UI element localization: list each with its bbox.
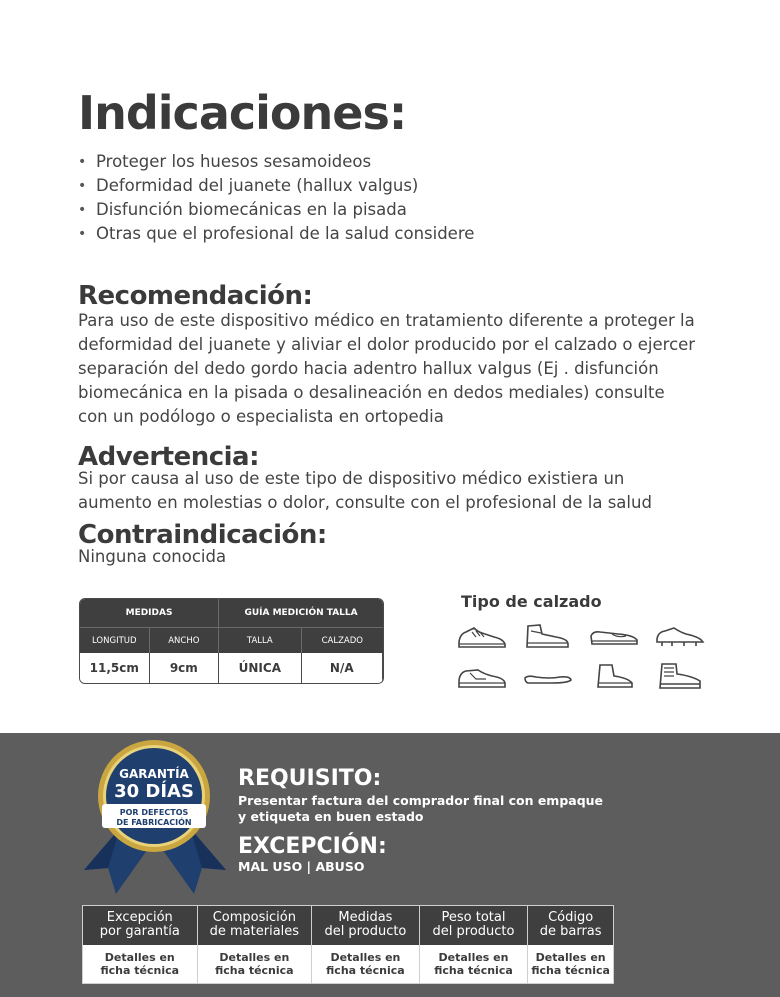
table-row (80, 653, 383, 683)
list-item: • Proteger los huesos sesamoideos (78, 150, 474, 174)
shoe-icons-grid (452, 620, 722, 692)
table-cell: 11,5cm (80, 653, 150, 683)
recomendacion-text (78, 309, 728, 429)
cell-line: Detalles en (330, 950, 401, 964)
table-cell: 9cm (150, 653, 220, 683)
table-header (312, 906, 419, 945)
text-line: Si por causa al uso de este tipo de dispositivo médico existiera un (78, 469, 625, 488)
header-line: de barras (539, 924, 602, 940)
sneaker-icon (452, 660, 512, 692)
spec-column (528, 906, 613, 983)
header-line: Composición (212, 910, 296, 926)
badge-line-fabricacion: DE FABRICACIÓN (116, 818, 192, 827)
cell-line: Detalles en (535, 950, 606, 964)
high-top-sneaker-icon (518, 620, 578, 652)
text-line: biomecánica en la pisada o desalineación en dedos mediales) consulte (78, 383, 665, 402)
table-header: LONGITUD (80, 628, 150, 653)
text-line: con un podólogo o especialista en ortopedia (78, 407, 444, 426)
cell-line: ficha técnica (326, 963, 405, 977)
table-column-header-row (80, 627, 383, 653)
cleat-icon (650, 620, 710, 652)
list-item: • Disfunción biomecánicas en la pisada (78, 198, 474, 222)
cell-line: ficha técnica (100, 963, 180, 977)
table-cell (528, 945, 613, 984)
excepcion-title: EXCEPCIÓN: (238, 834, 387, 859)
indicaciones-list (78, 150, 474, 246)
guarantee-badge (80, 738, 230, 898)
table-header: GUÍA MEDICIÓN TALLA (244, 608, 358, 618)
ankle-boot-icon (584, 660, 644, 692)
list-item: • Otras que el profesional de la salud considere (78, 222, 474, 246)
table-header: ANCHO (150, 628, 220, 653)
cell-line: Detalles en (104, 950, 175, 964)
header-line: del producto (432, 924, 515, 940)
header-line: de materiales (209, 924, 300, 940)
spec-column (198, 906, 313, 983)
header-line: Peso total (441, 910, 506, 926)
text-line: Presentar factura del comprador final con empaque (238, 793, 604, 808)
table-cell (312, 945, 419, 984)
recomendacion-title: Recomendación: (78, 281, 313, 311)
table-cell: ÚNICA (219, 653, 301, 683)
cell-line: Detalles en (438, 950, 509, 964)
table-header (420, 906, 528, 945)
contraindicacion-text: Ninguna conocida (78, 547, 227, 566)
header-line: del producto (324, 924, 407, 940)
header-line: Excepción (106, 910, 173, 926)
text-line: aumento en molestias o dolor, consulte con el profesional de la salud (78, 493, 652, 512)
list-item: • Deformidad del juanete (hallux valgus) (78, 174, 474, 198)
indicaciones-title: Indicaciones: (78, 86, 407, 140)
requisito-text (238, 793, 618, 825)
excepcion-text: MAL USO | ABUSO (238, 859, 365, 874)
text-line: deformidad del juanete y aliviar el dolor producido por el calzado o ejercer (78, 335, 696, 354)
table-header (83, 906, 197, 945)
loafer-icon (584, 620, 644, 652)
table-header (198, 906, 312, 945)
cell-line: ficha técnica (215, 963, 294, 977)
text-line: separación del dedo gordo hacia adentro hallux valgus (Ej . disfunción (78, 359, 659, 378)
running-shoe-icon (452, 620, 512, 652)
text-line: y etiqueta en buen estado (238, 809, 424, 824)
medidas-table (79, 598, 384, 684)
text-line: Para uso de este dispositivo médico en tratamiento diferente a proteger la (78, 311, 695, 330)
contraindicacion-title: Contraindicación: (78, 520, 327, 550)
tipo-calzado-title: Tipo de calzado (461, 592, 602, 611)
header-line: Medidas (338, 910, 393, 926)
spec-column (420, 906, 529, 983)
advertencia-title: Advertencia: (78, 442, 259, 472)
header-line: Código (548, 910, 594, 926)
badge-line-defectos: POR DEFECTOS (119, 808, 189, 817)
cell-line: ficha técnica (434, 963, 513, 977)
cell-line: ficha técnica (531, 963, 610, 977)
table-cell (83, 945, 197, 984)
header-line: por garantía (99, 924, 180, 940)
table-cell (420, 945, 528, 984)
table-cell: N/A (302, 653, 383, 683)
table-group-header-row (80, 599, 383, 627)
spec-column (312, 906, 420, 983)
advertencia-text (78, 467, 728, 515)
badge-line-30-dias: 30 DÍAS (114, 781, 194, 802)
flat-shoe-icon (518, 660, 578, 692)
table-header: MEDIDAS (80, 599, 219, 627)
table-header (528, 906, 613, 945)
requisito-title: REQUISITO: (238, 766, 382, 791)
work-boot-icon (650, 660, 710, 692)
table-header: CALZADO (321, 635, 363, 646)
badge-line-garantia: GARANTÍA (119, 767, 189, 781)
cell-line: Detalles en (219, 950, 290, 964)
spec-column (83, 906, 198, 983)
spec-table (82, 905, 614, 984)
table-cell (198, 945, 312, 984)
table-header: TALLA (219, 628, 301, 653)
